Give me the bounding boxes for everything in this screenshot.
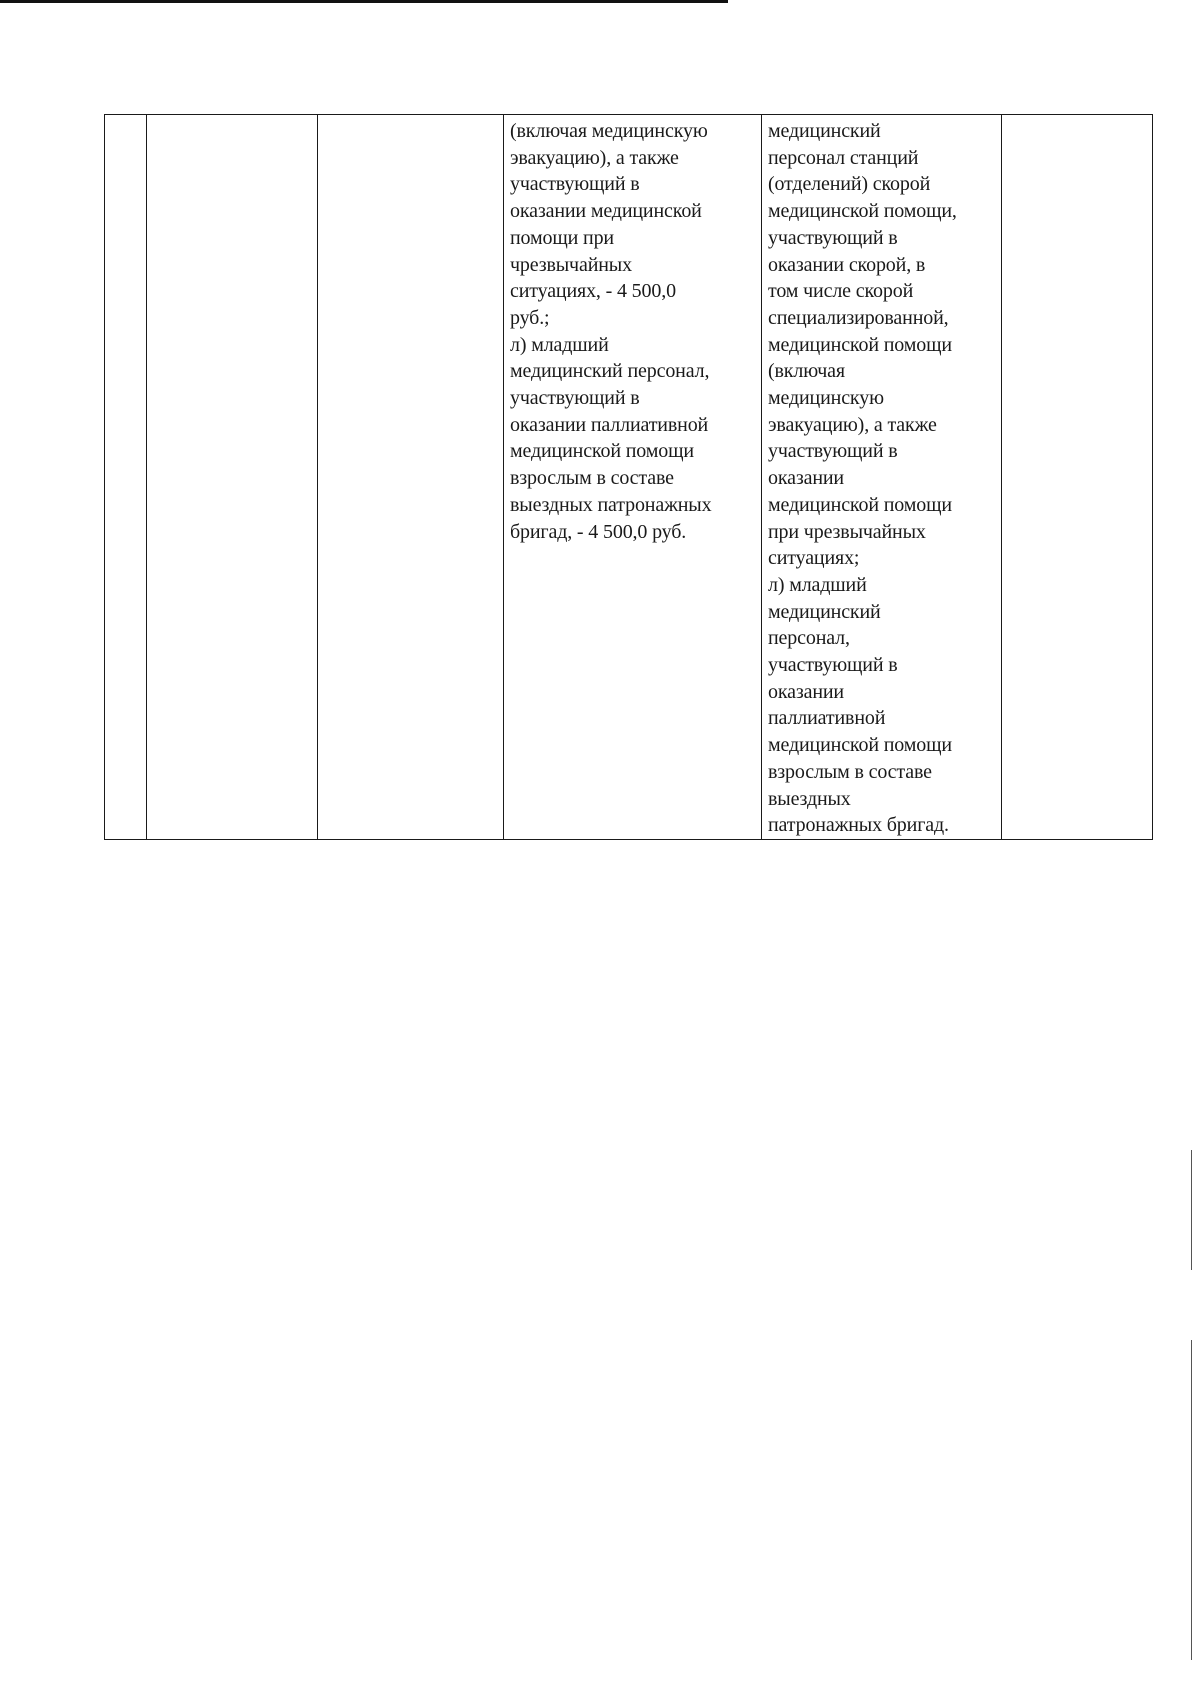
- scan-top-edge: [0, 0, 728, 3]
- scan-margin-mark: [1191, 1340, 1192, 1660]
- table-cell-category: [147, 115, 318, 840]
- table-cell-name: [318, 115, 504, 840]
- document-table: [104, 114, 1153, 840]
- table-row: [105, 115, 1153, 840]
- table-cell-eligible-staff: медицинский персонал станций (отделений) скорой медицинской помощи, участвующий в оказании скорой, в том числе скорой специализированной, медицинской помощи (включая медицинскую эвакуацию), а также участвующий в оказании медицинской помощи при чрезвычайных ситуациях; л) младший медицинский персонал, участвующий в оказании паллиативной медицинской помощи взрослым в составе выездных патронажных бригад.: [762, 115, 1002, 840]
- table-cell-note: [1002, 115, 1153, 840]
- table-cell-payment-amount: (включая медицинскую эвакуацию), а также участвующий в оказании медицинской помощи при чрезвычайных ситуациях, - 4 500,0 руб.; л) младший медицинский персонал, участвующий в оказании паллиативной медицинской помощи взрослым в составе выездных патронажных бригад, - 4 500,0 руб.: [504, 115, 762, 840]
- scan-margin-mark: [1191, 1150, 1192, 1270]
- table-cell-number: [105, 115, 147, 840]
